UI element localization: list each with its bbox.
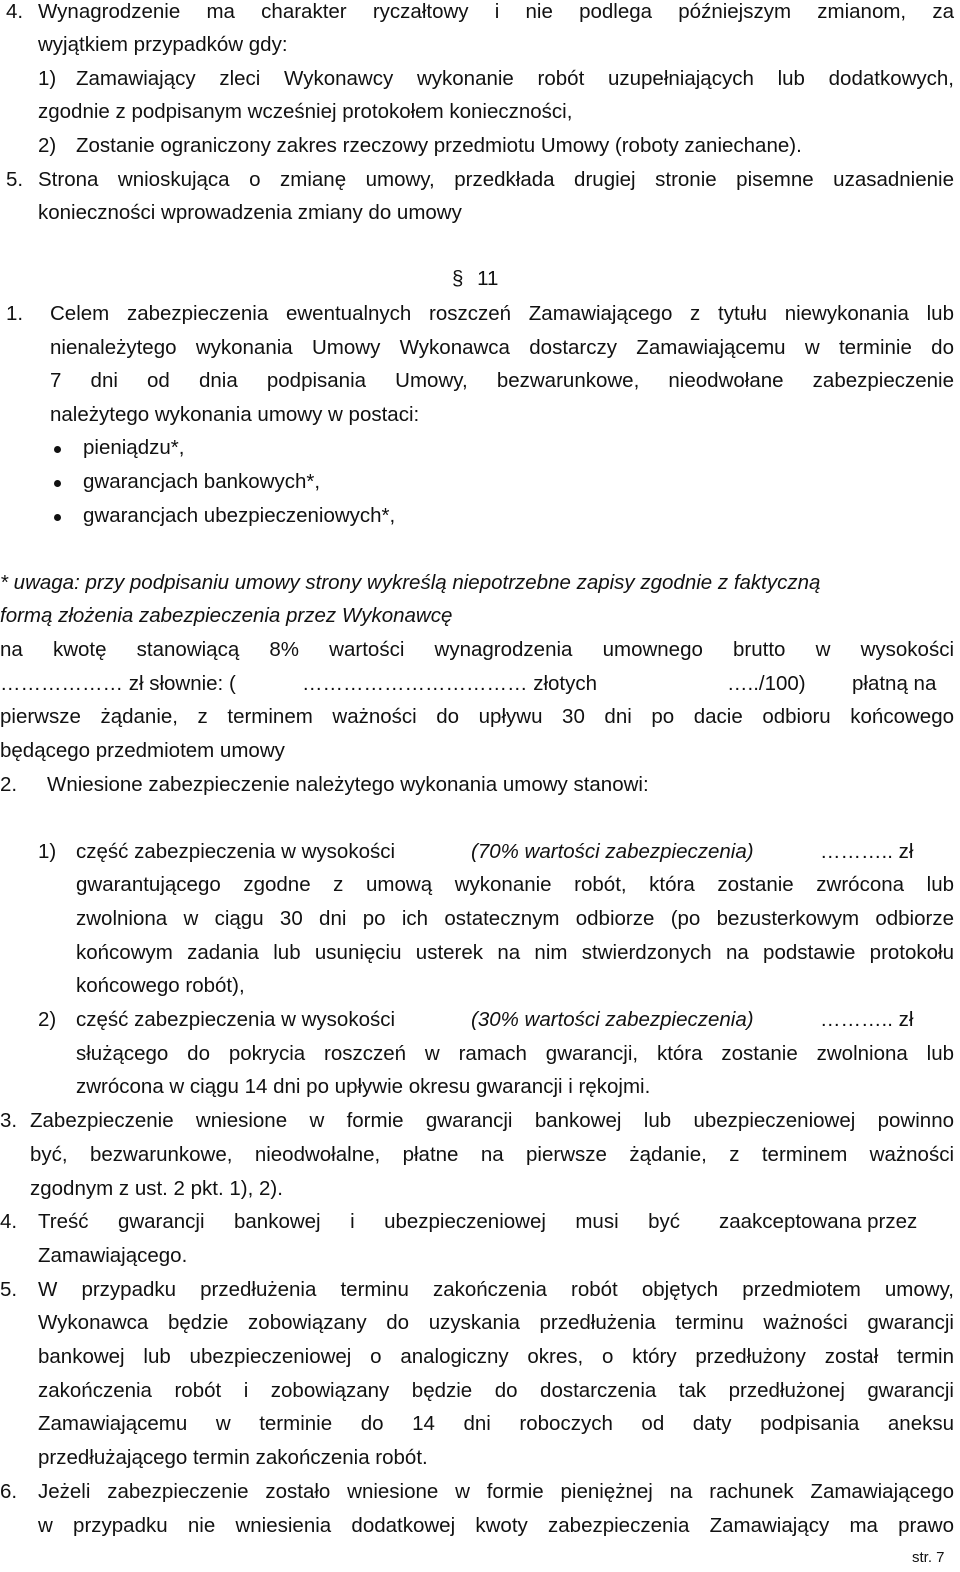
page-number: str. 7	[912, 1549, 945, 1566]
list-number: 1)	[38, 67, 57, 90]
paragraph-number: 4.	[6, 0, 24, 23]
bullet-item: gwarancjach ubezpieczeniowych*,	[83, 504, 396, 527]
paragraph-number: 1.	[6, 302, 24, 325]
list-item-text: Zamawiający zleci Wykonawcy wykonanie robót uzupełniających lub dodatkowych,	[76, 67, 954, 90]
paragraph-number: 6.	[0, 1480, 18, 1503]
paragraph-number: 3.	[0, 1109, 18, 1132]
list-item-text: zwolniona w ciągu 30 dni po ich ostatecznym odbiorze (po bezusterkowym odbiorze	[76, 907, 954, 930]
paragraph-text: Jeżeli zabezpieczenie zostało wniesione w formie pieniężnej na rachunek Zamawiającego	[38, 1480, 954, 1503]
amount-text: będącego przedmiotem umowy	[0, 739, 285, 762]
paragraph-text: wyjątkiem przypadków gdy:	[38, 33, 288, 56]
paragraph-text: zaakceptowana przez	[719, 1210, 918, 1233]
bullet-icon	[54, 446, 61, 453]
paragraph-text: należytego wykonania umowy w postaci:	[50, 403, 420, 426]
paragraph-number: 2.	[0, 773, 18, 796]
list-item-text: część zabezpieczenia w wysokości	[76, 840, 396, 863]
paragraph-number: 5.	[0, 1278, 18, 1301]
note-text: * uwaga: przy podpisaniu umowy strony wykreślą niepotrzebne zapisy zgodnie z faktyczną	[0, 571, 821, 594]
bullet-icon	[54, 480, 61, 487]
list-item-text: ……….. zł	[820, 1008, 914, 1031]
bullet-item: gwarancjach bankowych*,	[83, 470, 321, 493]
paragraph-text: zgodnym z ust. 2 pkt. 1), 2).	[30, 1177, 283, 1200]
list-item-text: zwrócona w ciągu 14 dni po upływie okresu gwarancji i rękojmi.	[76, 1075, 651, 1098]
amount-text: …………………………… złotych	[302, 672, 597, 695]
paragraph-text: Zamawiającemu w terminie do 14 dni roboczych od daty podpisania aneksu	[38, 1412, 954, 1435]
list-item-text: część zabezpieczenia w wysokości	[76, 1008, 396, 1031]
list-item-text: ……….. zł	[820, 840, 914, 863]
paragraph-text: Celem zabezpieczenia ewentualnych roszczeń Zamawiającego z tytułu niewykonania lub	[50, 302, 954, 325]
list-item-text: (30% wartości zabezpieczenia)	[471, 1008, 754, 1031]
section-sign: §	[452, 267, 464, 290]
paragraph-text: Zabezpieczenie wniesione w formie gwarancji bankowej lub ubezpieczeniowej powinno	[30, 1109, 954, 1132]
section-number: 11	[477, 267, 499, 290]
paragraph-text: konieczności wprowadzenia zmiany do umowy	[38, 201, 462, 224]
paragraph-text: nienależytego wykonania Umowy Wykonawca dostarczy Zamawiającemu w terminie do	[50, 336, 954, 359]
list-item-text: gwarantującego zgodne z umową wykonanie robót, która zostanie zwrócona lub	[76, 873, 954, 896]
amount-text: …../100)	[727, 672, 806, 695]
paragraph-text: Strona wnioskująca o zmianę umowy, przedkłada drugiej stronie pisemne uzasadnienie	[38, 168, 954, 191]
list-number: 2)	[38, 134, 57, 157]
list-item-text: służącego do pokrycia roszczeń w ramach gwarancji, która zostanie zwolniona lub	[76, 1042, 954, 1065]
amount-text: na kwotę stanowiącą 8% wartości wynagrodzenia umownego brutto w wysokości	[0, 638, 954, 661]
paragraph-text: 7 dni od dnia podpisania Umowy, bezwarunkowe, nieodwołane zabezpieczenie	[50, 369, 954, 392]
list-item-text: (70% wartości zabezpieczenia)	[471, 840, 754, 863]
list-number: 1)	[38, 840, 57, 863]
paragraph-number: 4.	[0, 1210, 18, 1233]
amount-text: ……………… zł słownie: (	[0, 672, 236, 695]
paragraph-text: Wykonawca będzie zobowiązany do uzyskania przedłużenia terminu ważności gwarancji	[38, 1311, 954, 1334]
note-text: formą złożenia zabezpieczenia przez Wykonawcę	[0, 604, 453, 627]
list-number: 2)	[38, 1008, 57, 1031]
bullet-icon	[54, 514, 61, 521]
paragraph-text: Wniesione zabezpieczenie należytego wykonania umowy stanowi:	[47, 773, 649, 796]
paragraph-text: Treść gwarancji bankowej i ubezpieczeniowej musi być	[38, 1210, 680, 1233]
amount-text: pierwsze żądanie, z terminem ważności do upływu 30 dni po dacie odbioru końcowego	[0, 705, 954, 728]
paragraph-text: być, bezwarunkowe, nieodwołalne, płatne na pierwsze żądanie, z terminem ważności	[30, 1143, 954, 1166]
paragraph-text: Zamawiającego.	[38, 1244, 188, 1267]
paragraph-number: 5.	[6, 168, 24, 191]
list-item-text: końcowego robót),	[76, 974, 245, 997]
paragraph-text: Wynagrodzenie ma charakter ryczałtowy i nie podlega późniejszym zmianom, za	[38, 0, 954, 23]
paragraph-text: zakończenia robót i zobowiązany będzie do dostarczenia tak przedłużonej gwarancji	[38, 1379, 954, 1402]
list-item-text: zgodnie z podpisanym wcześniej protokołem konieczności,	[38, 100, 573, 123]
paragraph-text: bankowej lub ubezpieczeniowej o analogiczny okres, o który przedłużony został termin	[38, 1345, 954, 1368]
paragraph-text: w przypadku nie wniesienia dodatkowej kwoty zabezpieczenia Zamawiający ma prawo	[38, 1514, 954, 1537]
list-item-text: końcowym zadania lub usunięciu usterek na nim stwierdzonych na podstawie protokołu	[76, 941, 954, 964]
section-heading	[452, 267, 498, 291]
amount-text: płatną na	[852, 672, 937, 695]
paragraph-text: W przypadku przedłużenia terminu zakończenia robót objętych przedmiotem umowy,	[38, 1278, 954, 1301]
paragraph-text: przedłużającego termin zakończenia robót.	[38, 1446, 428, 1469]
bullet-item: pieniądzu*,	[83, 436, 185, 459]
list-item-text: Zostanie ograniczony zakres rzeczowy przedmiotu Umowy (roboty zaniechane).	[76, 134, 802, 157]
